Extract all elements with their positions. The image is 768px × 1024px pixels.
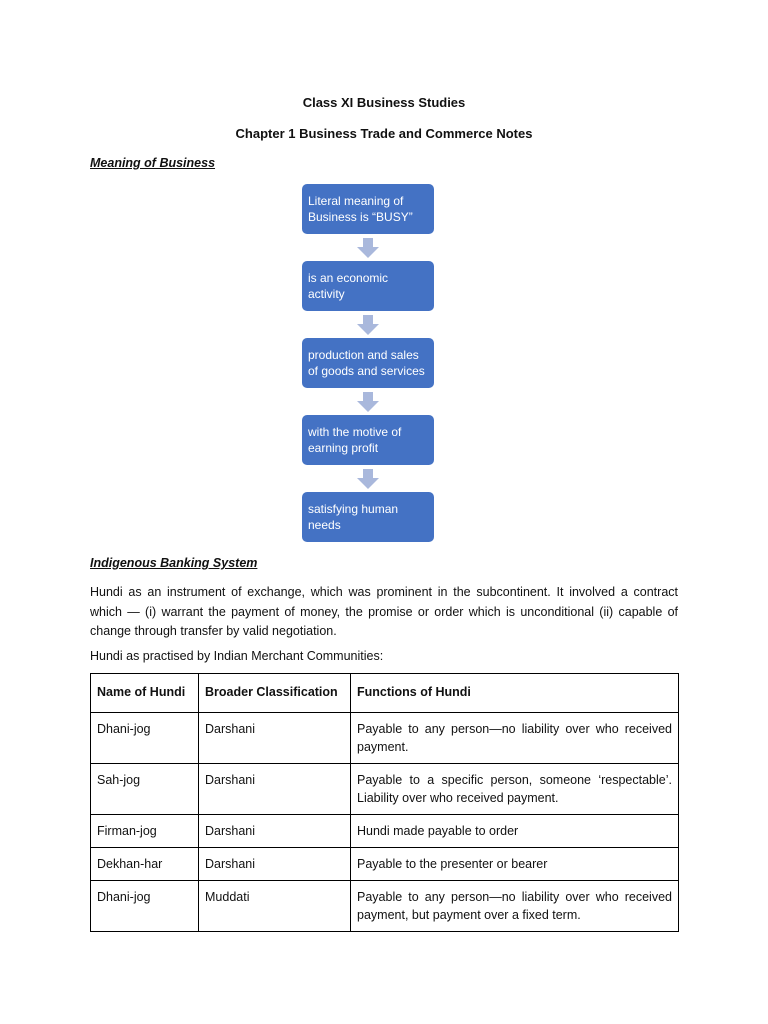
table-cell: Hundi made payable to order [351, 815, 679, 848]
flow-box-label: Literal meaning of Business is “BUSY” [308, 194, 413, 224]
table-cell: Firman-jog [91, 815, 199, 848]
table-header-row [91, 674, 679, 713]
table-cell: Payable to any person—no liability over who received payment, but payment over a fixed term. [351, 881, 679, 932]
table-row [91, 764, 679, 815]
table-row [91, 881, 679, 932]
flow-box-4 [302, 415, 434, 465]
table-row [91, 848, 679, 881]
table-cell: Payable to any person—no liability over who received payment. [351, 713, 679, 764]
table-cell: Dhani-jog [91, 881, 199, 932]
flow-box-label: with the motive of earning profit [308, 425, 402, 455]
table-cell: Dhani-jog [91, 713, 199, 764]
hundi-paragraph: Hundi as an instrument of exchange, which was prominent in the subcontinent. It involved a contract which — (i) warrant the payment of money, the promise or order which is unconditional (ii) capable of change through transfer by valid negotiation. [90, 585, 678, 638]
table-cell: Darshani [199, 848, 351, 881]
table-cell: Darshani [199, 713, 351, 764]
down-arrow-icon [302, 465, 434, 492]
hundi-table [90, 673, 679, 932]
table-cell: Darshani [199, 764, 351, 815]
column-header: Name of Hundi [91, 674, 199, 713]
flow-box-2 [302, 261, 434, 311]
business-meaning-flowchart [302, 184, 434, 542]
table-row [91, 815, 679, 848]
table-intro: Hundi as practised by Indian Merchant Communities: [90, 649, 384, 663]
document-title: Class XI Business Studies [302, 95, 466, 110]
flow-box-label: satisfying human needs [308, 502, 399, 532]
section-heading-banking: Indigenous Banking System [90, 556, 258, 570]
table-cell: Muddati [199, 881, 351, 932]
down-arrow-icon [302, 234, 434, 261]
flow-box-label: is an economic activity [308, 271, 389, 301]
table-cell: Dekhan-har [91, 848, 199, 881]
column-header: Broader Classification [199, 674, 351, 713]
section-heading-meaning: Meaning of Business [90, 156, 216, 170]
down-arrow-icon [302, 388, 434, 415]
column-header: Functions of Hundi [351, 674, 679, 713]
flow-box-label: production and sales of goods and services [308, 348, 425, 378]
table-cell: Darshani [199, 815, 351, 848]
table-cell: Payable to a specific person, someone ‘respectable’. Liability over who received payment. [351, 764, 679, 815]
down-arrow-icon [302, 311, 434, 338]
flow-box-5 [302, 492, 434, 542]
table-cell: Payable to the presenter or bearer [351, 848, 679, 881]
flow-box-1 [302, 184, 434, 234]
flow-box-3 [302, 338, 434, 388]
table-row [91, 713, 679, 764]
table-cell: Sah-jog [91, 764, 199, 815]
chapter-title: Chapter 1 Business Trade and Commerce Notes [235, 126, 533, 141]
